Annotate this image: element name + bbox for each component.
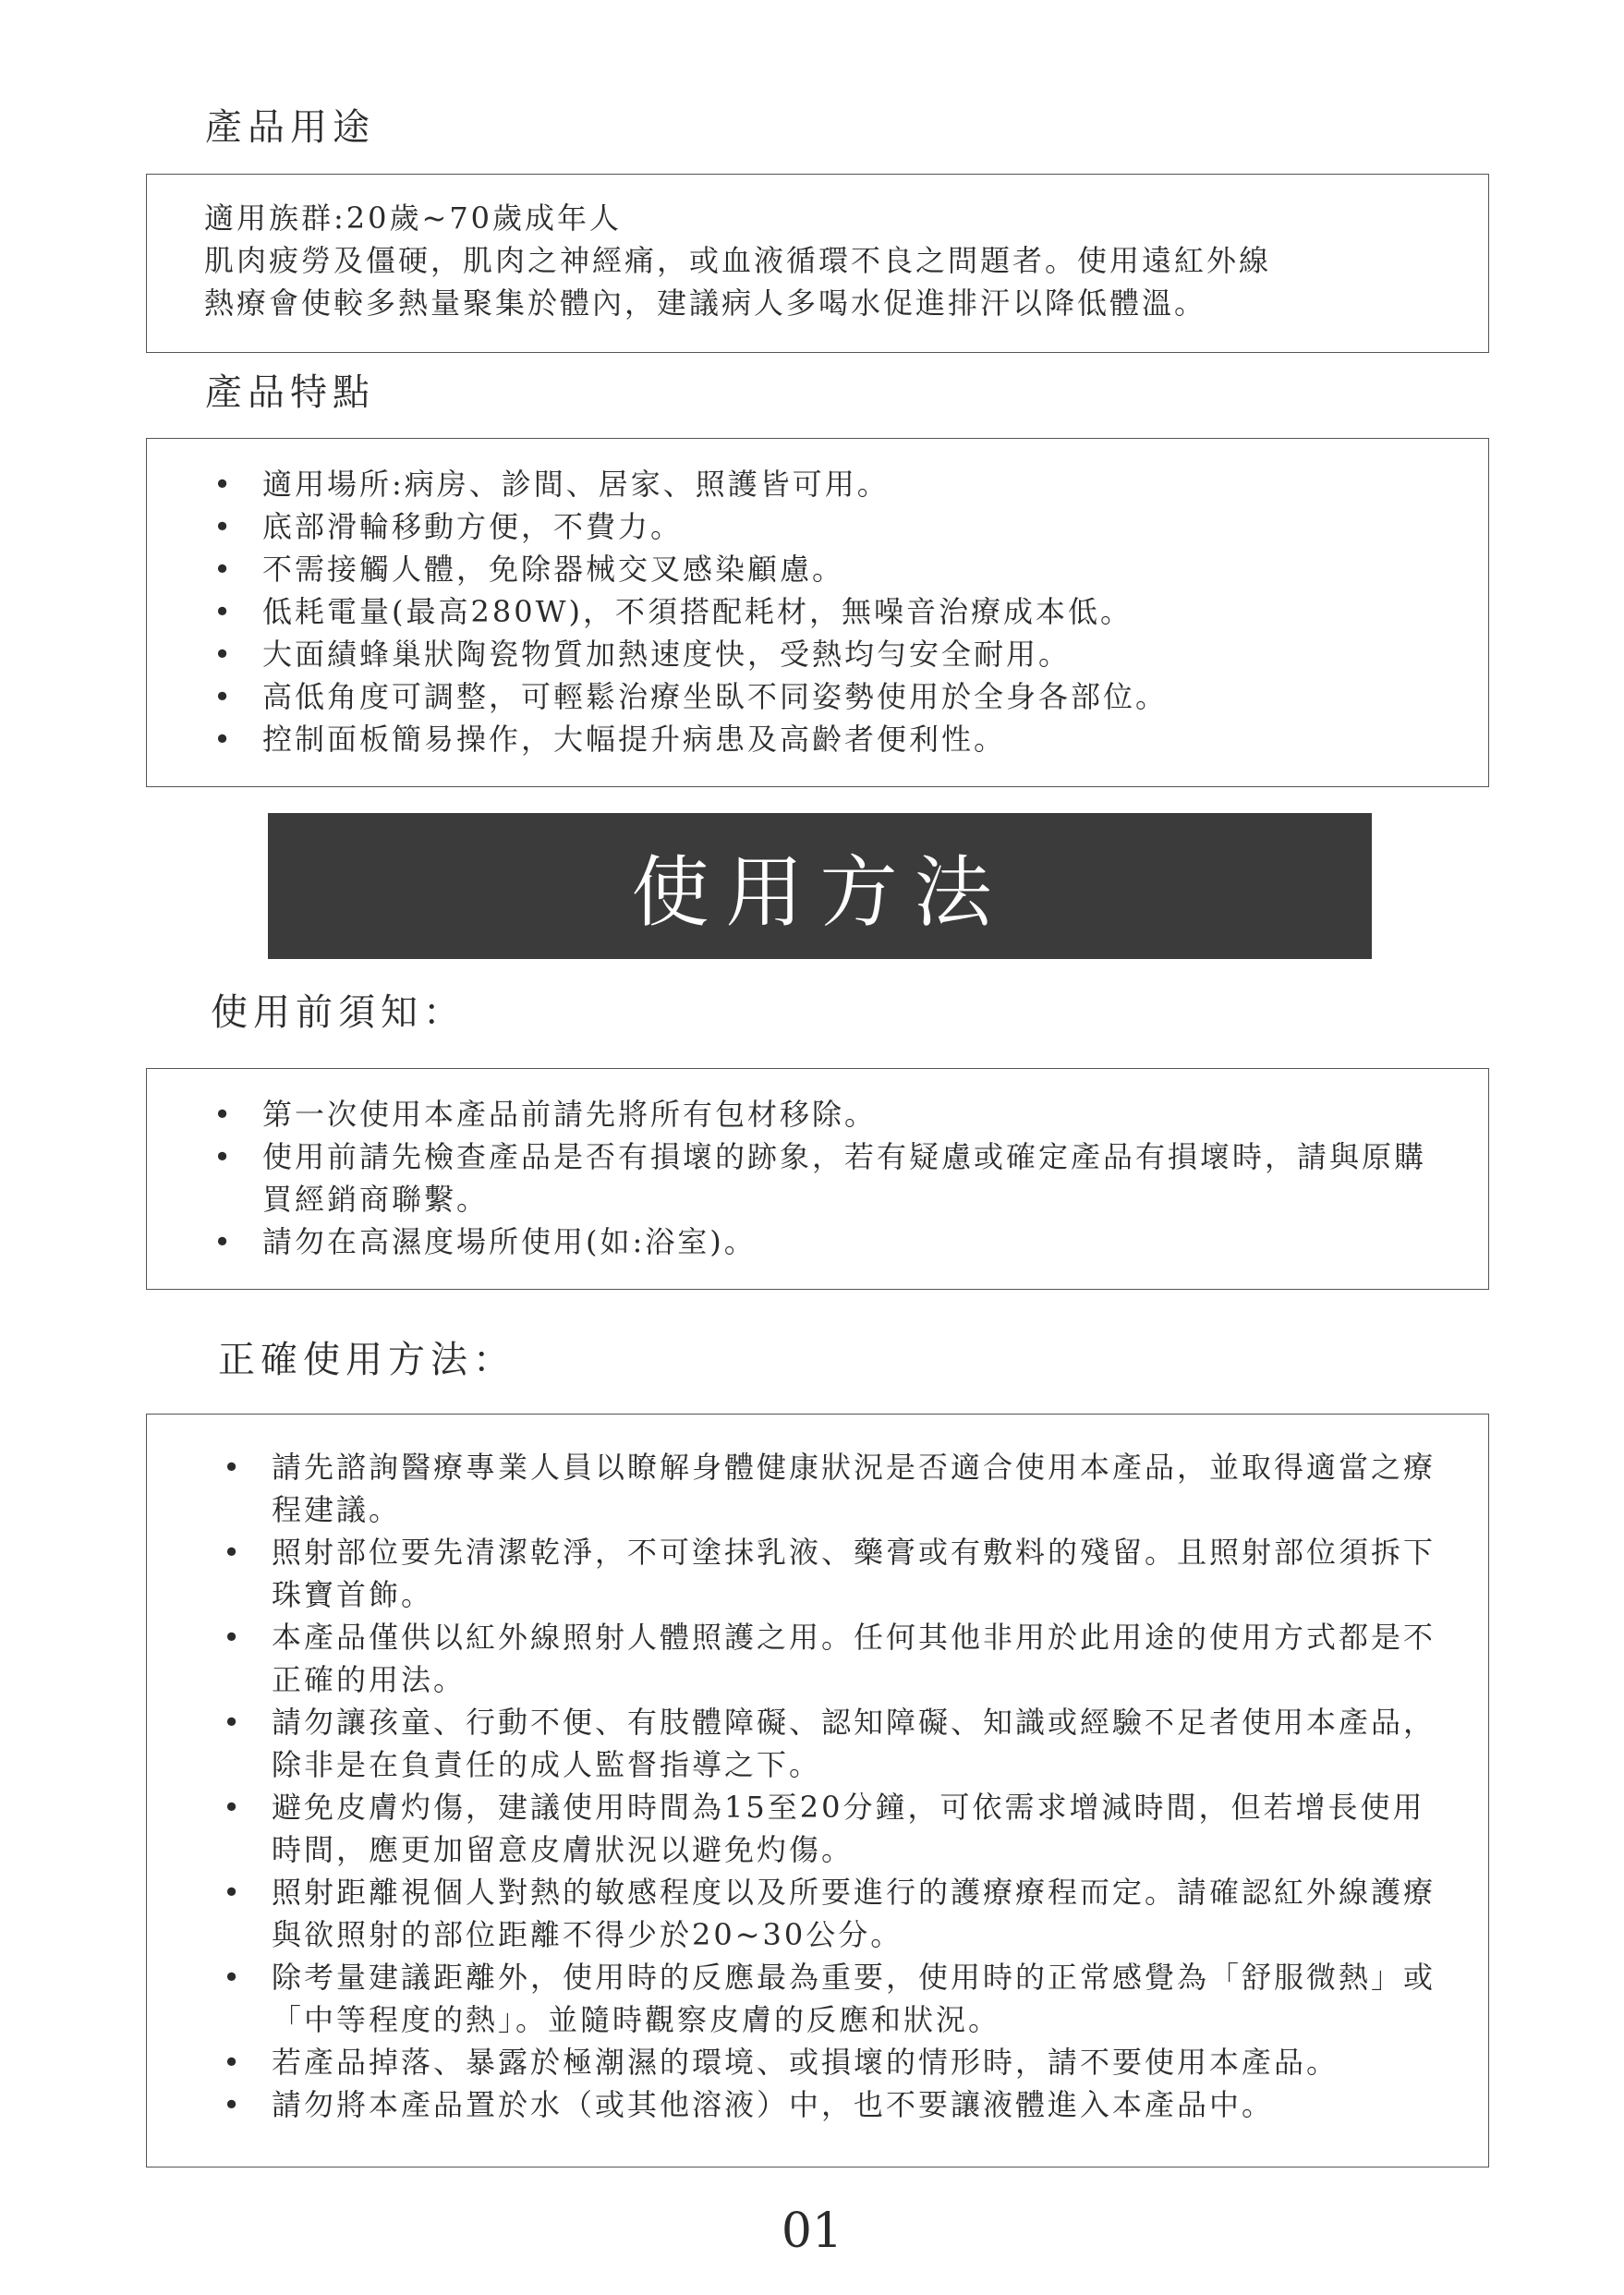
feature-item <box>210 633 1488 675</box>
section-purpose-box <box>146 174 1489 353</box>
before-use-item-text: 請勿在高濕度場所使用(如:浴室)。 <box>262 1224 757 1259</box>
feature-item-text: 底部滑輪移動方便，不費力。 <box>262 509 684 544</box>
before-use-item <box>210 1135 1438 1220</box>
feature-item <box>210 718 1488 760</box>
correct-use-item <box>219 2083 1448 2126</box>
section-features-title: 產品特點 <box>205 371 375 414</box>
before-use-item <box>210 1093 1438 1135</box>
feature-item <box>210 505 1488 548</box>
correct-use-item <box>219 1871 1448 1956</box>
bullet-icon: • <box>223 2087 243 2122</box>
section-features-box <box>146 438 1489 787</box>
feature-item-text: 適用場所:病房、診間、居家、照護皆可用。 <box>262 467 890 502</box>
bullet-icon: • <box>213 594 234 629</box>
bullet-icon: • <box>213 1139 234 1174</box>
bullet-icon: • <box>223 1960 243 1995</box>
feature-item <box>210 463 1488 505</box>
correct-use-item-text: 除考量建議距離外，使用時的反應最為重要，使用時的正常感覺為「舒服微熱」或「中等程度的熱」。並隨時觀察皮膚的反應和狀況。 <box>272 1960 1436 2037</box>
bullet-icon: • <box>223 1705 243 1740</box>
bullet-icon: • <box>213 509 234 544</box>
correct-use-item-text: 若產品掉落、暴露於極潮濕的環境、或損壞的情形時，請不要使用本產品。 <box>272 2045 1339 2080</box>
bullet-icon: • <box>213 637 234 672</box>
feature-item <box>210 675 1488 718</box>
correct-use-item <box>219 2041 1448 2083</box>
correct-use-item-text: 照射部位要先清潔乾淨，不可塗抹乳液、藥膏或有敷料的殘留。且照射部位須拆下珠寶首飾。 <box>272 1535 1436 1612</box>
page-number: 01 <box>781 2204 843 2259</box>
bullet-icon: • <box>213 1224 234 1259</box>
bullet-icon: • <box>213 679 234 714</box>
correct-use-item <box>219 1701 1448 1786</box>
feature-item-text: 大面績蜂巢狀陶瓷物質加熱速度快，受熱均勻安全耐用。 <box>262 637 1072 672</box>
section-correct-use-title: 正確使用方法： <box>218 1339 515 1381</box>
feature-item-text: 不需接觸人體，免除器械交叉感染顧慮。 <box>262 552 845 587</box>
correct-use-item <box>219 1531 1448 1616</box>
before-use-item-text: 使用前請先檢查產品是否有損壞的跡象，若有疑慮或確定產品有損壞時，請與原購買經銷商聯繫。 <box>262 1139 1427 1217</box>
bullet-icon: • <box>223 1875 243 1910</box>
feature-item-text: 控制面板簡易操作，大幅提升病患及高齡者便利性。 <box>262 722 1007 757</box>
feature-item-text: 低耗電量(最高280W)，不須搭配耗材，無噪音治療成本低。 <box>262 594 1133 629</box>
section-before-use-box <box>146 1068 1489 1290</box>
purpose-line: 熱療會使較多熱量聚集於體內，建議病人多喝水促進排汗以降低體溫。 <box>204 285 1207 321</box>
section-before-use-title: 使用前須知： <box>211 991 466 1034</box>
correct-use-item-text: 請勿讓孩童、行動不便、有肢體障礙、認知障礙、知識或經驗不足者使用本產品，除非是在負責任的成人監督指導之下。 <box>272 1705 1436 1782</box>
section-purpose-title: 產品用途 <box>205 106 375 149</box>
feature-item <box>210 590 1488 633</box>
before-use-item-text: 第一次使用本產品前請先將所有包材移除。 <box>262 1097 878 1132</box>
feature-item <box>210 548 1488 590</box>
section-correct-use-box <box>146 1414 1489 2168</box>
correct-use-item-text: 本產品僅供以紅外線照射人體照護之用。任何其他非用於此用途的使用方式都是不正確的用法。 <box>272 1620 1436 1697</box>
correct-use-item <box>219 1616 1448 1701</box>
usage-banner <box>268 813 1372 959</box>
correct-use-item-text: 請先諮詢醫療專業人員以瞭解身體健康狀況是否適合使用本產品，並取得適當之療程建議。 <box>272 1450 1436 1527</box>
correct-use-item <box>219 1956 1448 2041</box>
before-use-list <box>210 1093 1438 1263</box>
correct-use-list <box>219 1446 1448 2126</box>
correct-use-item <box>219 1786 1448 1871</box>
purpose-line: 適用族群:20歲~70歲成年人 <box>204 200 623 236</box>
correct-use-item <box>219 1446 1448 1531</box>
bullet-icon: • <box>213 467 234 502</box>
bullet-icon: • <box>223 2045 243 2080</box>
bullet-icon: • <box>223 1790 243 1825</box>
correct-use-item-text: 請勿將本產品置於水（或其他溶液）中，也不要讓液體進入本產品中。 <box>272 2087 1275 2122</box>
before-use-item <box>210 1220 1438 1263</box>
bullet-icon: • <box>213 552 234 587</box>
bullet-icon: • <box>223 1620 243 1655</box>
bullet-icon: • <box>213 722 234 757</box>
features-list <box>210 463 1488 760</box>
purpose-line: 肌肉疲勞及僵硬，肌肉之神經痛，或血液循環不良之問題者。使用遠紅外線 <box>204 243 1272 278</box>
correct-use-item-text: 避免皮膚灼傷，建議使用時間為15至20分鐘，可依需求增減時間，但若增長使用時間，應更加留意皮膚狀況以避免灼傷。 <box>272 1790 1425 1867</box>
bullet-icon: • <box>213 1097 234 1132</box>
feature-item-text: 高低角度可調整，可輕鬆治療坐臥不同姿勢使用於全身各部位。 <box>262 679 1169 714</box>
bullet-icon: • <box>223 1535 243 1570</box>
bullet-icon: • <box>223 1450 243 1485</box>
usage-banner-title: 使用方法 <box>631 846 1009 938</box>
correct-use-item-text: 照射距離視個人對熱的敏感程度以及所要進行的護療療程而定。請確認紅外線護療與欲照射的部位距離不得少於20~30公分。 <box>272 1875 1436 1952</box>
